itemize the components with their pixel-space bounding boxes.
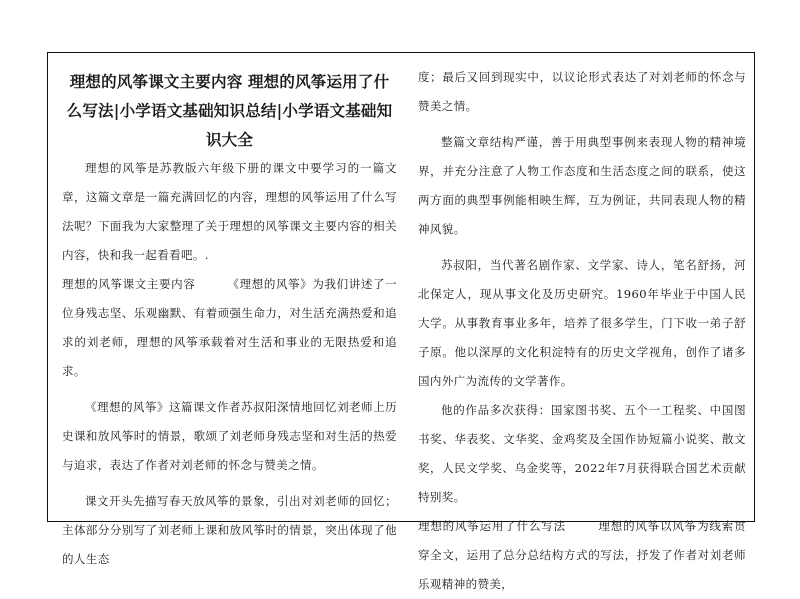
main-content-label: 理想的风筝课文主要内容 — [62, 277, 196, 291]
main-content-paragraph — [62, 270, 397, 386]
article-title: 理想的风筝课文主要内容 理想的风筝运用了什么写法|小学语文基础知识总结|小学语文基础知识大全 — [66, 72, 393, 149]
writing-method-paragraph — [418, 512, 746, 599]
paragraph-2: 《理想的风筝》这篇课文作者苏叔阳深情地回忆刘老师上历史课和放风筝时的情景，歌颂了刘老师身残志坚和对生活的热爱与追求，表达了作者对刘老师的怀念与赞美之情。 — [62, 400, 397, 472]
continued-paragraph: 度；最后又回到现实中，以议论形式表达了对刘老师的怀念与赞美之情。 — [418, 70, 746, 113]
document-page — [47, 52, 755, 591]
paragraph-3: 课文开头先描写春天放风筝的景象，引出对刘老师的回忆；主体部分分别写了刘老师上课和放风筝时的情景，突出体现了他的人生态 — [62, 494, 397, 566]
writing-method-label: 理想的风筝运用了什么写法 — [418, 519, 566, 533]
writing-method-text: 理想的风筝以风筝为线索贯穿全文，运用了总分总结构方式的写法，抒发了作者对刘老师乐观精神的赞美， — [418, 519, 746, 591]
intro-paragraph: 理想的风筝是苏教版六年级下册的课文中要学习的一篇文章，这篇文章是一篇充满回忆的内容，理想的风筝运用了什么写法呢？下面我为大家整理了关于理想的风筝课文主要内容的相关内容，快和我一起看看吧。. — [62, 161, 397, 262]
author-paragraph: 苏叔阳，当代著名剧作家、文学家、诗人，笔名舒扬，河北保定人，现从事文化及历史研究。1960年毕业于中国人民大学。从事教育事业多年，培养了很多学生，门下收一弟子舒子原。他以深厚的文化积淀特有的历史文学视角，创作了诸多国内外广为流传的文学著作。 — [418, 258, 746, 388]
main-content-text: 《理想的风筝》为我们讲述了一位身残志坚、乐观幽默、有着顽强生命力，对生活充满热爱和追求的刘老师，理想的风筝承载着对生活和事业的无限热爱和追求。 — [62, 277, 397, 378]
awards-paragraph: 他的作品多次获得：国家图书奖、五个一工程奖、中国图书奖、华表奖、文华奖、金鸡奖及全国作协短篇小说奖、散文奖，人民文学奖、乌金奖等，2022年7月获得联合国艺术贡献特别奖。 — [418, 403, 746, 504]
left-column — [62, 53, 397, 574]
structure-paragraph: 整篇文章结构严谨，善于用典型事例来表现人物的精神境界，并充分注意了人物工作态度和生活态度之间的联系，使这两方面的典型事例能相映生辉，互为例证，共同表现人物的精神风貌。 — [418, 135, 746, 236]
right-column — [418, 53, 746, 599]
